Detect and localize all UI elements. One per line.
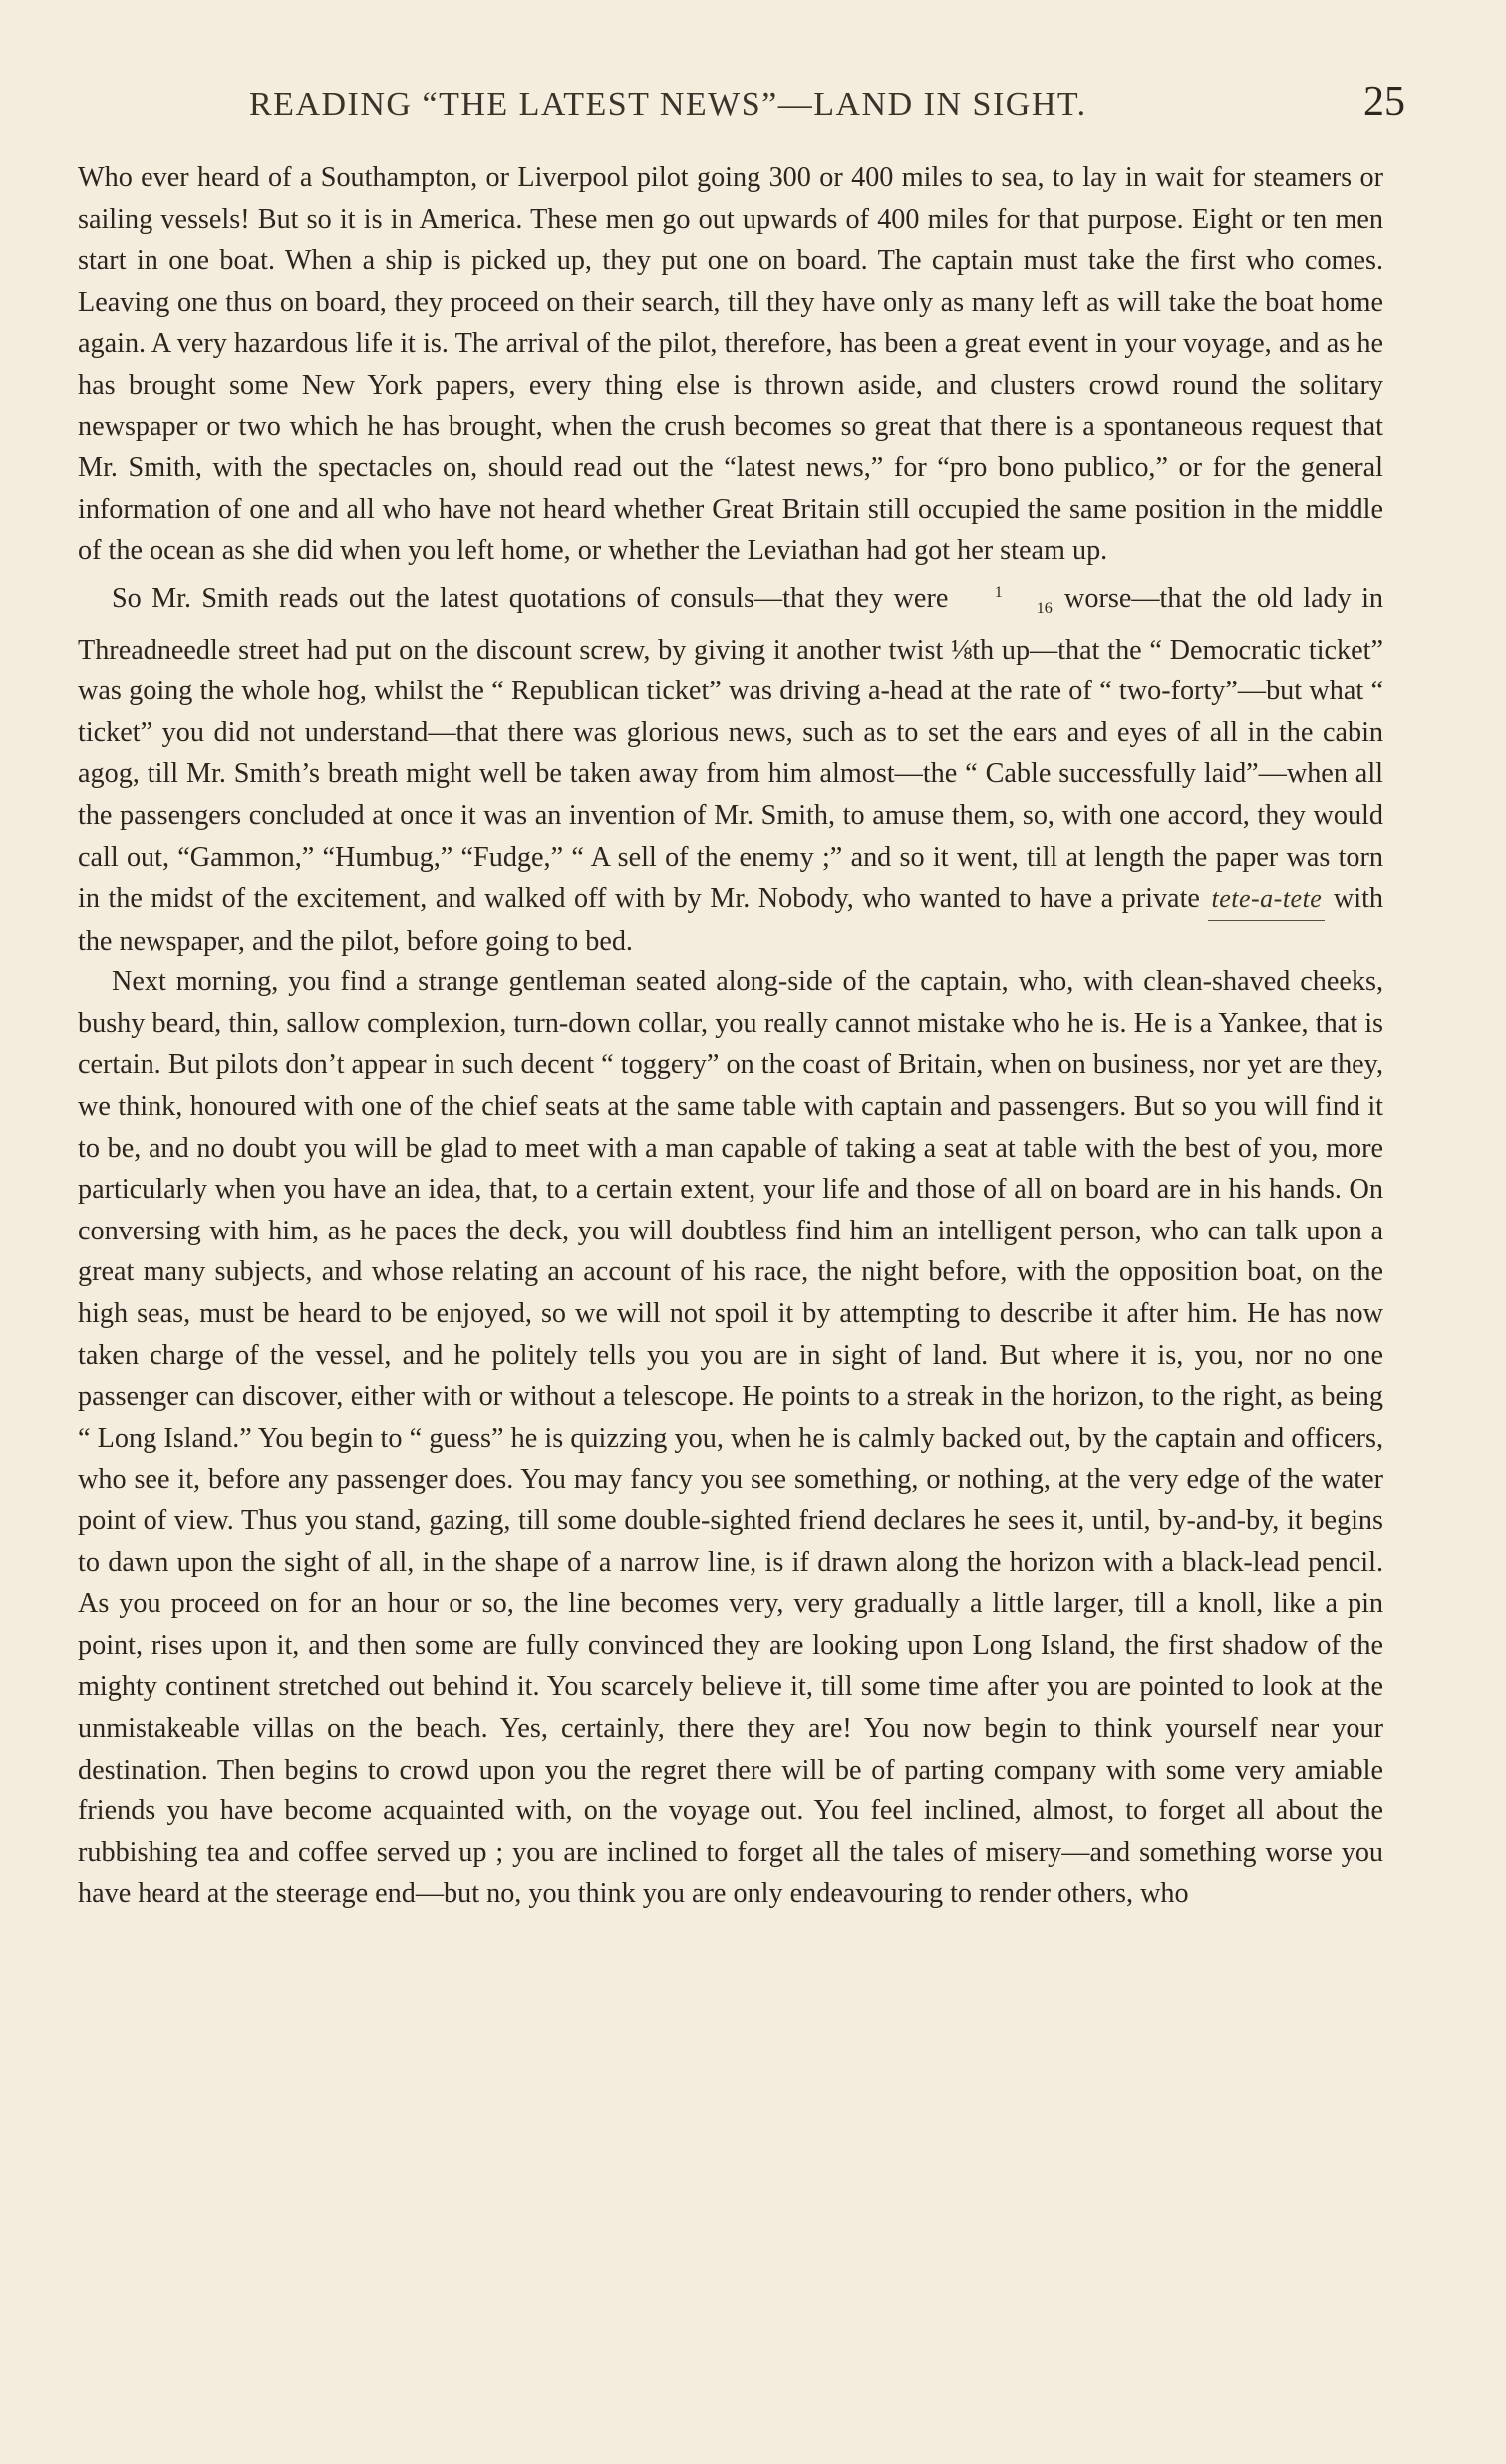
paragraph-text: worse—that the old lady in Threadneedle street had put on the discount screw, by giving it another twist ⅛th up—that the “ Democratic ticket” was going the whole hog, whilst the “ Republican ticket” was driving a-head at the rate of “ two-forty”—but what “ ticket” you did not understand—that there was glorious news, such as to set the ears and eyes of all in the cabin agog, till Mr. Smith’s breath might well be taken away from him almost—the “ Cable successfully laid”—when all the passengers concluded at once it was an invention of Mr. Smith, to amuse them, so, with one accord, they would call out, “Gammon,” “Humbug,” “Fudge,” “ A sell of the enemy ;” and so it went, till at length the paper was torn in the midst of the excitement, and walked off with by Mr. Nobody, who wanted to have a private (78, 582, 1384, 915)
paragraph-land-in-sight: Next morning, you find a strange gentleman seated along-side of the captain, who, with clean-shaved cheeks, bushy beard, thin, sallow complexion, turn-down collar, you really cannot mistake who he is. He is a Yankee, that is certain. But pilots don’t appear in such decent “ toggery” on the coast of Britain, when on business, nor yet are they, we think, honoured with one of the chief seats at the same table with captain and passengers. But so you will find it to be, and no doubt you will be glad to meet with a man capable of taking a seat at table with the best of you, more particularly when you have an idea, that, to a certain extent, your life and those of all on board are in his hands. On conversing with him, as he paces the deck, you will doubtless find him an intelligent person, who can talk upon a great many subjects, and whose relating an account of his race, the night before, with the opposition boat, on the high seas, must be heard to be enjoyed, so we will not spoil it by attempting to describe it after him. He has now taken charge of the vessel, and he politely tells you you are in sight of land. But where it is, you, nor no one passenger can discover, either with or without a telescope. He points to a streak in the horizon, to the right, as being “ Long Island.” You begin to “ guess” he is quizzing you, when he is calmly backed out, by the captain and officers, who see it, before any passenger does. You may fancy you see something, or nothing, at the very edge of the water point of view. Thus you stand, gazing, till some double-sighted friend declares he sees it, until, by-and-by, it begins to dawn upon the sight of all, in the shape of a narrow line, is if drawn along the horizon with a black-lead pencil. As you proceed on for an hour or so, the line becomes very, very gradually a little larger, till a knoll, like a pin point, rises upon it, and then some are fully convinced they are looking upon Long Island, the first shadow of the mighty continent stretched out behind it. You scarcely believe it, till some time after you are pointed to look at the unmistakeable villas on the beach. Yes, certainly, there they are! You now begin to think yourself near your destination. Then begins to crowd upon you the regret there will be of parting company with some very amiable friends you have become acquainted with, on the voyage out. You feel inclined, almost, to forget all about the rubbishing tea and coffee served up ; you are inclined to forget all the tales of misery—and something worse you have heard at the steerage end—but no, you think you are only endeavouring to render others, who (78, 966, 1383, 1910)
emphasized-phrase: tete-a-tete (1208, 878, 1325, 921)
paragraph-text: with the newspaper, and the pilot, before going to bed. (78, 883, 1384, 957)
body-text (78, 157, 1383, 1915)
page-number: 25 (1363, 79, 1405, 125)
fraction-denominator: 16 (1036, 599, 1053, 617)
fraction-numerator: 1 (994, 583, 1003, 601)
paragraph-pilot: Who ever heard of a Southampton, or Liverpool pilot going 300 or 400 miles to sea, to lay in wait for steamers or sailing vessels! But so it is in America. These men go out upwards of 400 miles for that purpose. Eight or ten men start in one boat. When a ship is picked up, they put one on board. The captain must take the first who comes. Leaving one thus on board, they proceed on their search, till they have only as many left as will take the boat home again. A very hazardous life it is. The arrival of the pilot, therefore, has been a great event in your voyage, and as he has brought some New York papers, every thing else is thrown aside, and clusters crowd round the solitary newspaper or two which he has brought, when the crush becomes so great that there is a spontaneous request that Mr. Smith, with the spectacles on, should read out the “latest news,” for “pro bono publico,” or for the general information of one and all who have not heard whether Great Britain still occupied the same position in the middle of the ocean as she did when you left home, or whether the Leviathan had got her steam up. (78, 162, 1383, 567)
running-title: READING “THE LATEST NEWS”—LAND IN SIGHT. (249, 86, 1087, 123)
paragraph-text: So Mr. Smith reads out the latest quotations of consuls—that they were (112, 582, 949, 614)
paragraph-latest-news (78, 572, 1383, 961)
running-head (249, 78, 1405, 134)
